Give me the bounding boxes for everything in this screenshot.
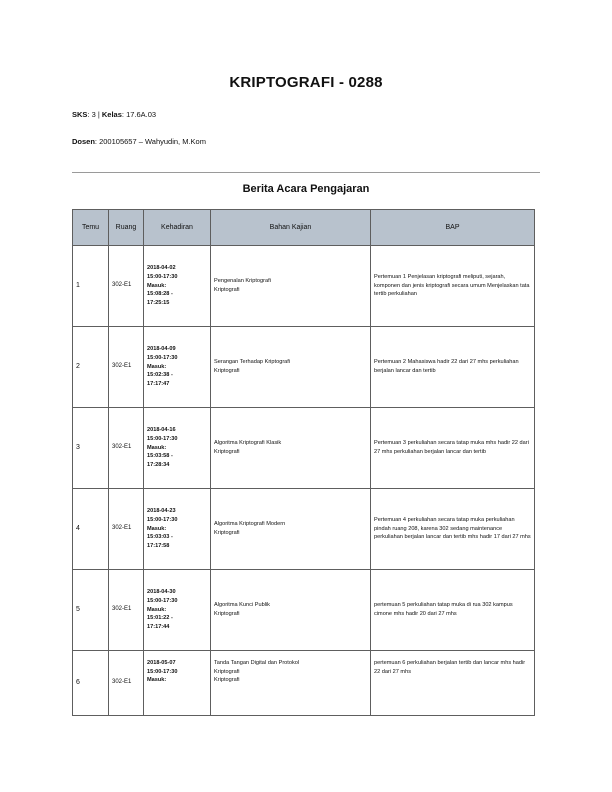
section-title: Berita Acara Pengajaran xyxy=(242,183,370,195)
kehadiran-line: 15:00-17:30 xyxy=(147,668,178,675)
kehadiran-line: 15:02:38 - xyxy=(147,372,173,379)
cell-temu: 4 xyxy=(73,489,109,570)
column-header-bahan-kajian: Bahan Kajian xyxy=(211,210,371,246)
bahan-line: Algoritma Kriptografi Klasik xyxy=(214,440,282,447)
cell-bahan-kajian xyxy=(211,570,371,651)
kehadiran-line: 17:17:58 xyxy=(147,542,170,549)
table-row xyxy=(73,408,535,489)
cell-bahan-kajian xyxy=(211,408,371,489)
kehadiran-line: 2018-04-02 xyxy=(147,265,176,272)
column-header-bap: BAP xyxy=(371,210,535,246)
cell-kehadiran xyxy=(144,327,211,408)
kelas-value: : 17.6A.03 xyxy=(121,110,157,119)
cell-bahan-kajian xyxy=(211,651,371,716)
bap-table xyxy=(72,209,535,716)
cell-ruang: 302-E1 xyxy=(109,327,144,408)
kehadiran-line: 2018-04-23 xyxy=(147,508,176,515)
kehadiran-line: 15:03:58 - xyxy=(147,453,173,460)
kehadiran-line: Masuk: xyxy=(147,282,167,289)
cell-bahan-kajian xyxy=(211,246,371,327)
bahan-line: Kriptografi xyxy=(214,287,240,293)
cell-temu: 5 xyxy=(73,570,109,651)
bahan-line: Kriptografi xyxy=(214,611,240,617)
table-row xyxy=(73,327,535,408)
bahan-line: Kriptografi xyxy=(214,368,240,374)
table-row xyxy=(73,246,535,327)
kelas-label: Kelas xyxy=(101,110,122,119)
cell-temu: 2 xyxy=(73,327,109,408)
kehadiran-line: 15:00-17:30 xyxy=(147,274,178,281)
kehadiran-line: 17:25:15 xyxy=(147,299,170,306)
column-header-ruang: Ruang xyxy=(109,210,144,246)
kehadiran-line: Masuk: xyxy=(147,606,167,613)
table-row xyxy=(73,651,535,716)
dosen-value: : 200105657 – Wahyudin, M.Kom xyxy=(94,137,206,146)
cell-kehadiran xyxy=(144,408,211,489)
bahan-line: Pengenalan Kriptografi xyxy=(214,278,271,285)
cell-bap: Pertemuan 4 perkuliahan secara tatap muka perkuliahan pindah ruang 208, karena 302 sedang maintenance perkuliahan berjalan lancar dan tertib mhs hadir 17 dari 27 mhs xyxy=(371,489,535,570)
kehadiran-line: 15:00-17:30 xyxy=(147,355,178,362)
kehadiran-line: 17:28:34 xyxy=(147,461,170,468)
kehadiran-line: 2018-05-07 xyxy=(147,660,176,666)
cell-ruang: 302-E1 xyxy=(109,408,144,489)
dosen-label: Dosen xyxy=(72,137,95,146)
kehadiran-line: Masuk: xyxy=(147,525,167,532)
bahan-line: Kriptografi xyxy=(214,677,240,684)
cell-kehadiran xyxy=(144,246,211,327)
kehadiran-line: 15:00-17:30 xyxy=(147,517,178,524)
kehadiran-line: 15:00-17:30 xyxy=(147,598,178,605)
kehadiran-line: Masuk: xyxy=(147,444,167,451)
bahan-line: Algoritma Kriptografi Modern xyxy=(214,521,286,528)
kehadiran-line: 15:03:03 - xyxy=(147,534,173,541)
cell-ruang: 302-E1 xyxy=(109,246,144,327)
cell-bap: pertemuan 6 perkuliahan berjalan tertib dan lancar mhs hadir 22 dari 27 mhs xyxy=(371,651,535,716)
cell-kehadiran xyxy=(144,489,211,570)
table-row xyxy=(73,570,535,651)
cell-bahan-kajian xyxy=(211,327,371,408)
bahan-line: Kriptografi xyxy=(214,668,240,675)
bahan-line: Kriptografi xyxy=(214,449,240,455)
column-header-temu: Temu xyxy=(73,210,109,246)
course-info xyxy=(72,110,156,119)
column-header-kehadiran: Kehadiran xyxy=(144,210,211,246)
table-row xyxy=(73,489,535,570)
kehadiran-line: Masuk: xyxy=(147,677,167,684)
cell-bap: Pertemuan 1 Penjelasan kriptografi meliputi, sejarah, komponen dan jenis kriptografi secara umum Menjelaskan tata tertib perkuliahan xyxy=(371,246,535,327)
cell-temu: 3 xyxy=(73,408,109,489)
kehadiran-line: 2018-04-30 xyxy=(147,589,176,596)
cell-bap: Pertemuan 2 Mahasiswa hadir 22 dari 27 mhs perkuliahan berjalan lancar dan tertib xyxy=(371,327,535,408)
cell-bahan-kajian xyxy=(211,489,371,570)
bahan-line: Kriptografi xyxy=(214,530,240,536)
lecturer-info xyxy=(72,137,206,146)
bahan-line: Algoritma Kunci Publik xyxy=(214,602,270,609)
table-header-row xyxy=(73,210,535,246)
sks-label: SKS xyxy=(72,110,88,119)
cell-bap: pertemuan 5 perkuliahan tatap muka di rua 302 kampus cimone mhs hadir 20 dari 27 mhs xyxy=(371,570,535,651)
kehadiran-line: 17:17:47 xyxy=(147,380,170,387)
kehadiran-line: Masuk: xyxy=(147,363,167,370)
divider xyxy=(72,172,540,173)
bahan-line: Tanda Tangan Digital dan Protokol xyxy=(214,660,300,666)
cell-ruang: 302-E1 xyxy=(109,651,144,716)
bahan-line: Serangan Terhadap Kriptografi xyxy=(214,359,291,366)
cell-ruang: 302-E1 xyxy=(109,570,144,651)
kehadiran-line: 15:00-17:30 xyxy=(147,436,178,443)
kehadiran-line: 15:08:28 - xyxy=(147,291,173,298)
kehadiran-line: 2018-04-09 xyxy=(147,346,176,353)
cell-kehadiran xyxy=(144,570,211,651)
cell-temu: 6 xyxy=(73,651,109,716)
sks-value: : 3 | xyxy=(87,110,102,119)
cell-temu: 1 xyxy=(73,246,109,327)
kehadiran-line: 2018-04-16 xyxy=(147,427,176,434)
page-title: KRIPTOGRAFI - 0288 xyxy=(229,74,383,91)
cell-bap: Pertemuan 3 perkuliahan secara tatap muka mhs hadir 22 dari 27 mhs perkuliahan berjalan lancar dan tertib xyxy=(371,408,535,489)
cell-kehadiran xyxy=(144,651,211,716)
kehadiran-line: 15:01:22 - xyxy=(147,615,173,622)
kehadiran-line: 17:17:44 xyxy=(147,623,170,630)
cell-ruang: 302-E1 xyxy=(109,489,144,570)
